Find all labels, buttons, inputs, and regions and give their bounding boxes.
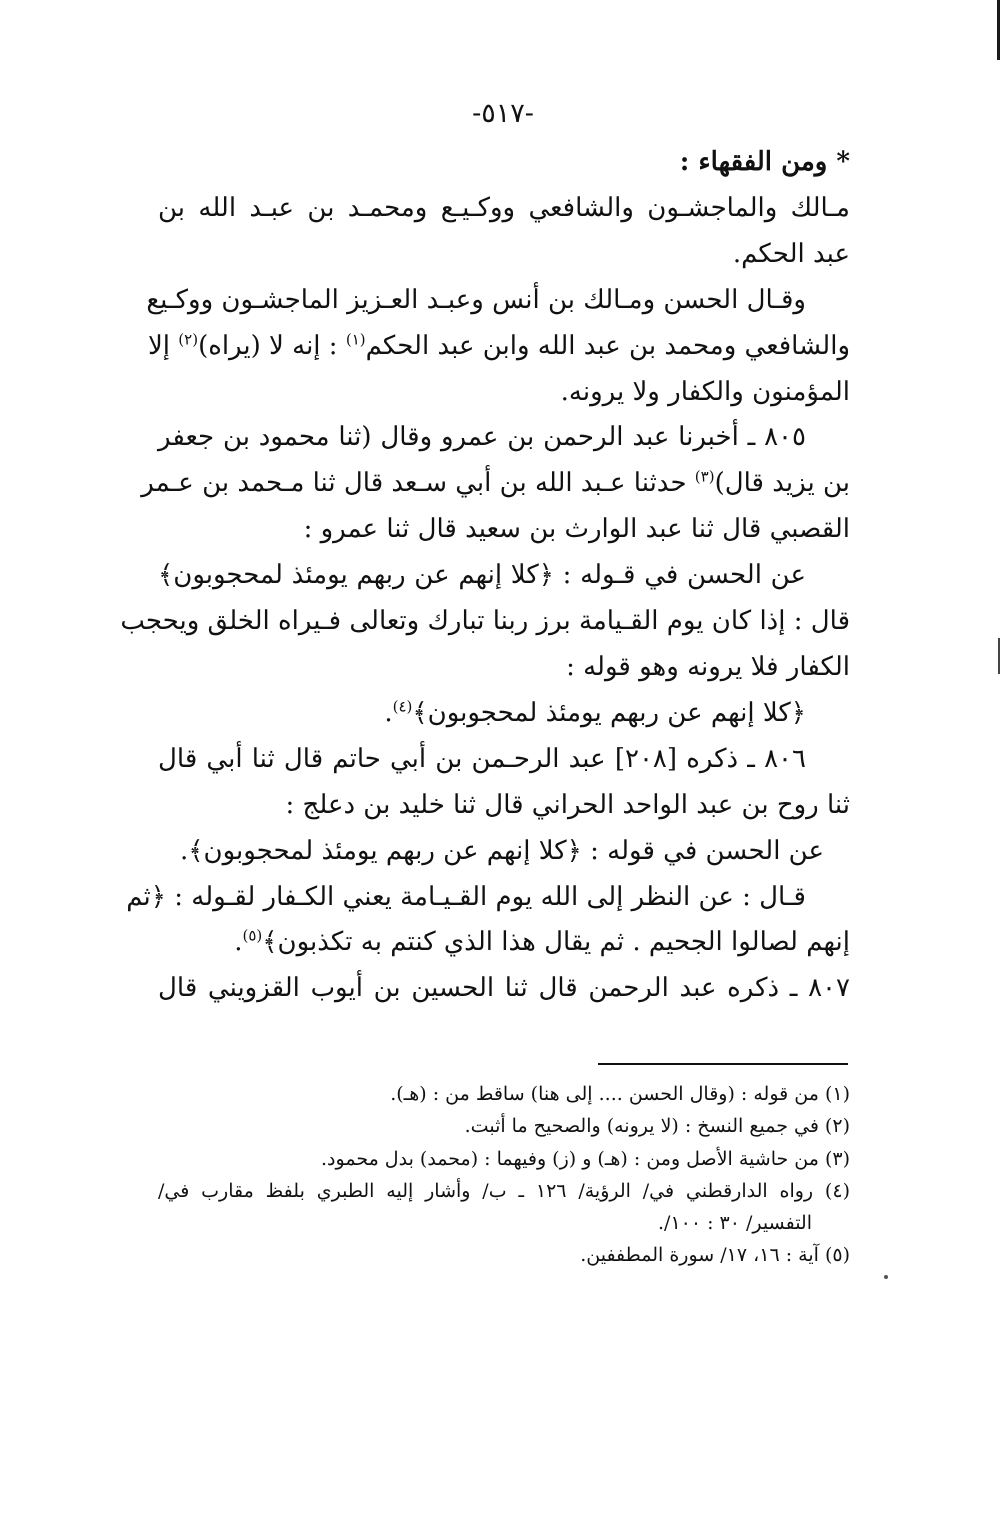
text-line: عن الحسن في قـوله : ﴿كلا إنهم عن ربهم يومئذ لمحجوبون﴾ [158, 560, 806, 591]
text-line: عبد الحكم. [732, 238, 850, 269]
footnote-continuation: التفسير/ ٣٠ : ١٠٠/. [657, 1212, 812, 1235]
text-line [141, 461, 850, 507]
text-line: وقـال الحسن ومـالك بن أنس وعبـد العـزيز الماجشـون ووكـيع [146, 284, 806, 315]
footnote-ref: (٥) [242, 926, 263, 945]
footnotes [158, 1078, 850, 1272]
footnote-ref: (٣) [694, 467, 715, 486]
scan-speck [884, 1275, 888, 1279]
text-segment: . [384, 697, 393, 728]
text-segment: والشافعي ومحمد بن عبد الله وابن عبد الحكم [365, 330, 850, 361]
text-line: قال : إذا كان يوم القـيامة برز ربنا تبارك وتعالى فـيراه الخلق ويحجب [120, 606, 850, 637]
footnote-ref: (٤) [392, 697, 413, 716]
footnote-ref: (١) [345, 329, 366, 348]
text-line: الكفار فلا يرونه وهو قوله : [566, 651, 850, 682]
text-line: ٨٠٦ ـ ذكره [٢٠٨] عبد الرحـمن بن أبي حاتم قال ثنا أبي قال [158, 743, 806, 774]
text-segment: إلا [147, 330, 179, 361]
text-line: ثنا روح بن عبد الواحد الحراني قال ثنا خليد بن دعلج : [285, 789, 850, 820]
footnote: (٤) رواه الدارقطني في/ الرؤية/ ١٢٦ ـ ب/ وأشار إليه الطبري بلفظ مقارب في/ [158, 1179, 850, 1202]
text-line: قـال : عن النظر إلى الله يوم القـيـامة يعني الكـفار لقـوله : ﴿ثم [126, 881, 806, 912]
text-line [147, 324, 850, 370]
text-line: مـالك والماجشـون والشافعي ووكـيـع ومحمـد بن عبـد الله بن [158, 192, 850, 223]
footnote: (١) من قوله : (وقال الحسن .... إلى هنا) ساقط من : (هـ). [390, 1083, 850, 1105]
text-line: القصبي قال ثنا عبد الوارث بن سعيد قال ثنا عمرو : [303, 514, 850, 545]
footnote: (٢) في جميع النسخ : (لا يرونه) والصحيح ما أثبت. [464, 1115, 850, 1138]
main-text [120, 140, 850, 1012]
text-line: المؤمنون والكفار ولا يرونه. [560, 376, 850, 407]
page-number: -٥١٧- [472, 98, 534, 129]
text-segment: بن يزيد قال) [714, 468, 850, 499]
scan-edge-mark [997, 0, 1000, 60]
quran-verse-line [158, 691, 850, 737]
text-line: ٨٠٧ ـ ذكره عبد الرحمن قال ثنا الحسين بن أيوب القزويني قال [158, 973, 850, 1004]
scan-edge-mark [998, 638, 1000, 674]
text-line: عن الحسن في قوله : ﴿كلا إنهم عن ربهم يومئذ لمحجوبون﴾. [179, 835, 824, 866]
text-segment: : إنه لا (يراه) [198, 330, 346, 361]
footnote-separator [598, 1063, 848, 1065]
text-line [158, 920, 850, 966]
text-line: ٨٠٥ ـ أخبرنا عبد الرحمن بن عمرو وقال (ثنا محمود بن جعفر [158, 422, 806, 453]
footnote-ref: (٢) [178, 329, 199, 348]
footnote: (٣) من حاشية الأصل ومن : (هـ) و (ز) وفيهما : (محمد) بدل محمود. [321, 1147, 850, 1170]
footnote: (٥) آية : ١٦، ١٧/ سورة المطففين. [580, 1244, 850, 1267]
text-segment: . [234, 927, 243, 958]
section-heading: * ومن الفقهاء : [679, 147, 850, 177]
text-segment: حدثنا عـبد الله بن أبي سـعد قال ثنا مـحمد بن عـمر [141, 468, 687, 499]
text-segment: ﴿كلا إنهم عن ربهم يومئذ لمحجوبون﴾ [412, 697, 806, 728]
text-segment: إنهم لصالوا الجحيم . ثم يقال هذا الذي كنتم به تكذبون﴾ [262, 927, 850, 958]
